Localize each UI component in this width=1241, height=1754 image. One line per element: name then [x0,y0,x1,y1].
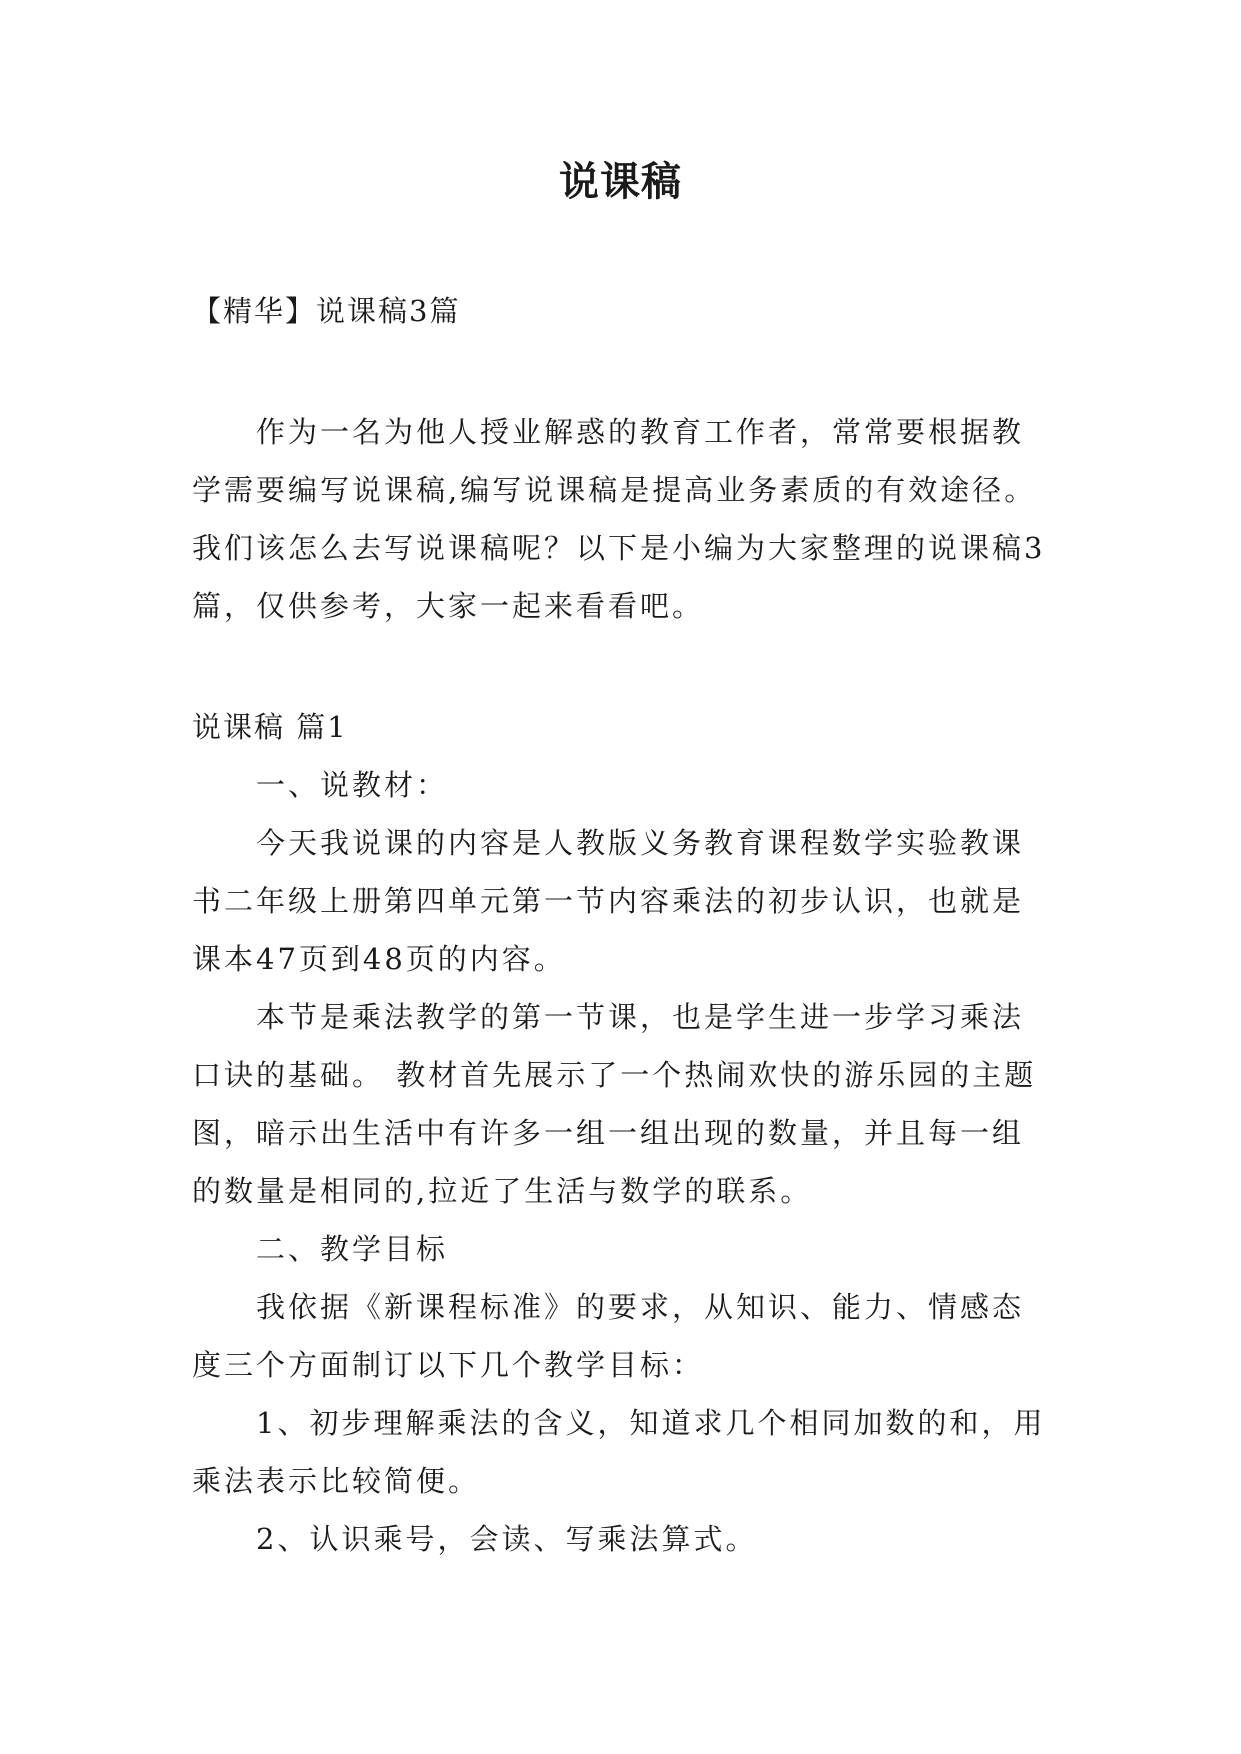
body-paragraph: 本节是乘法教学的第一节课，也是学生进一步学习乘法口诀的基础。 教材首先展示了一个热闹欢快的游乐园的主题图，暗示出生活中有许多一组一组出现的数量，并且每一组的数量是相同的,拉近了生活与数学的联系。 [192,1000,1037,1208]
document-body [192,698,1054,1568]
list-item: 2、认识乘号，会读、写乘法算式。 [256,1522,758,1556]
body-paragraph: 我依据《新课程标准》的要求，从知识、能力、情感态度三个方面制订以下几个教学目标： [192,1290,1025,1382]
document-title: 说课稿 [559,158,682,205]
section-heading: 说课稿 篇1 [192,710,348,744]
list-item: 1、初步理解乘法的含义，知道求几个相同加数的和，用乘法表示比较简便。 [192,1406,1046,1498]
heading-shuo-jiaocai: 一、说教材： [256,768,449,802]
heading-jiaoxue-mubiao: 二、教学目标 [256,1232,449,1266]
document-subtitle: 【精华】说课稿3篇 [192,294,461,328]
body-paragraph: 今天我说课的内容是人教版义务教育课程数学实验教课书二年级上册第四单元第一节内容乘法的初步认识，也就是课本47页到48页的内容。 [192,826,1025,976]
intro-paragraph: 作为一名为他人授业解惑的教育工作者，常常要根据教学需要编写说课稿,编写说课稿是提高业务素质的有效途径。我们该怎么去写说课稿呢？以下是小编为大家整理的说课稿3篇，仅供参考，大家一起来看看吧。 [192,415,1046,623]
